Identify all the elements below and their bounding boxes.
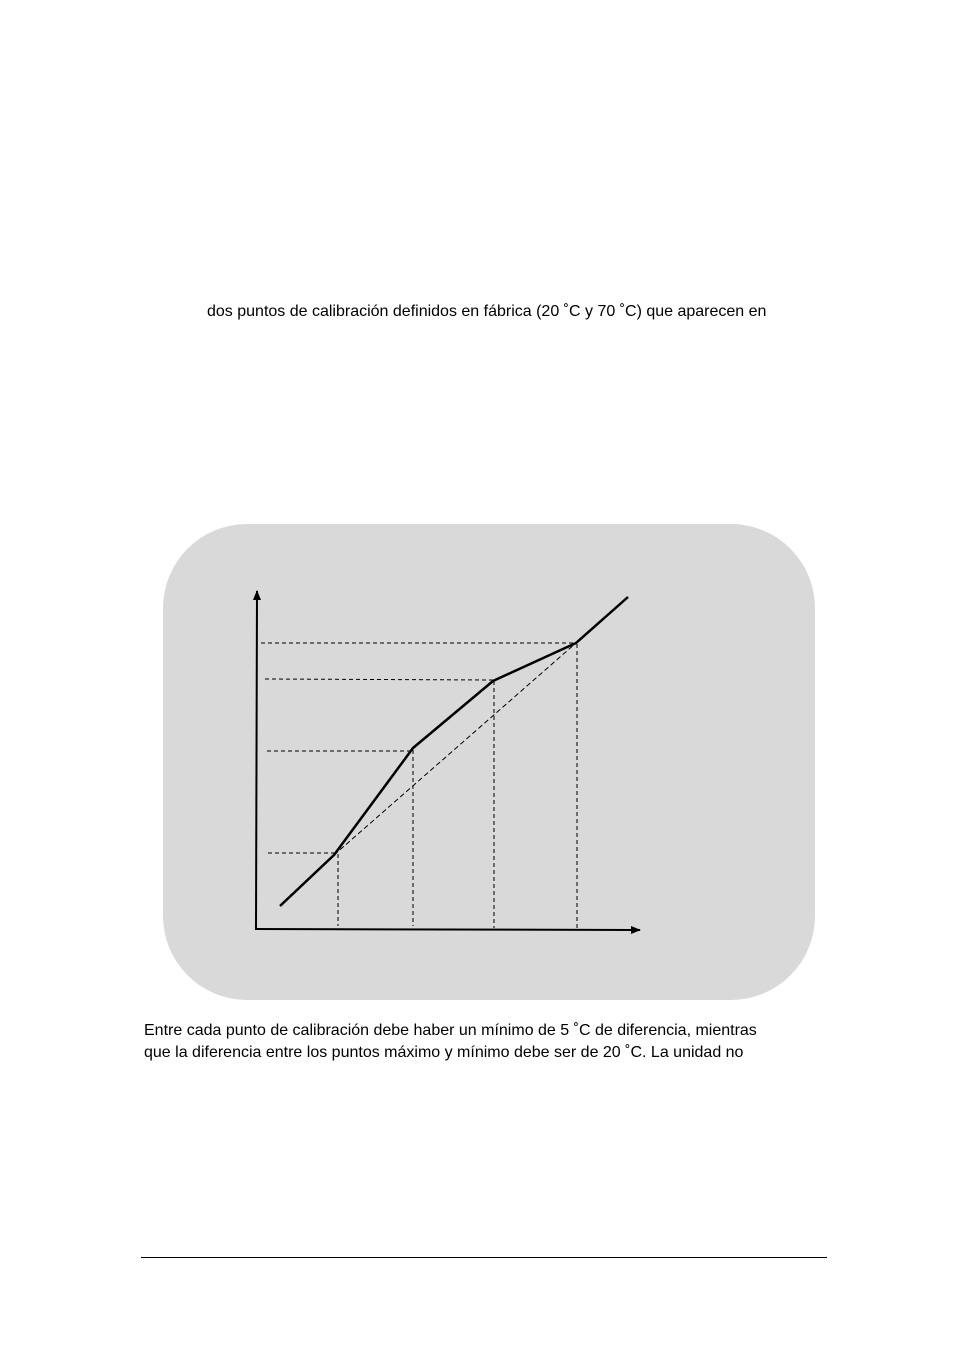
paragraph-line-2: que la diferencia entre los puntos máximo y mínimo debe ser de 20 ˚C. La unidad no [144,1044,744,1061]
x-axis [255,929,640,930]
guide-horizontal-2 [265,679,493,680]
calibration-figure-panel [163,524,815,1000]
reference-line [334,643,576,855]
footer-divider [141,1257,827,1258]
paragraph-line-1: Entre cada punto de calibración debe haber un mínimo de 5 ˚C de diferencia, mientras [144,1022,757,1039]
body-text-line: dos puntos de calibración definidos en fábrica (20 ˚C y 70 ˚C) que aparecen en [207,303,767,320]
calibration-diagram [163,524,815,1000]
y-axis [256,591,257,929]
body-paragraph [144,1020,757,1064]
